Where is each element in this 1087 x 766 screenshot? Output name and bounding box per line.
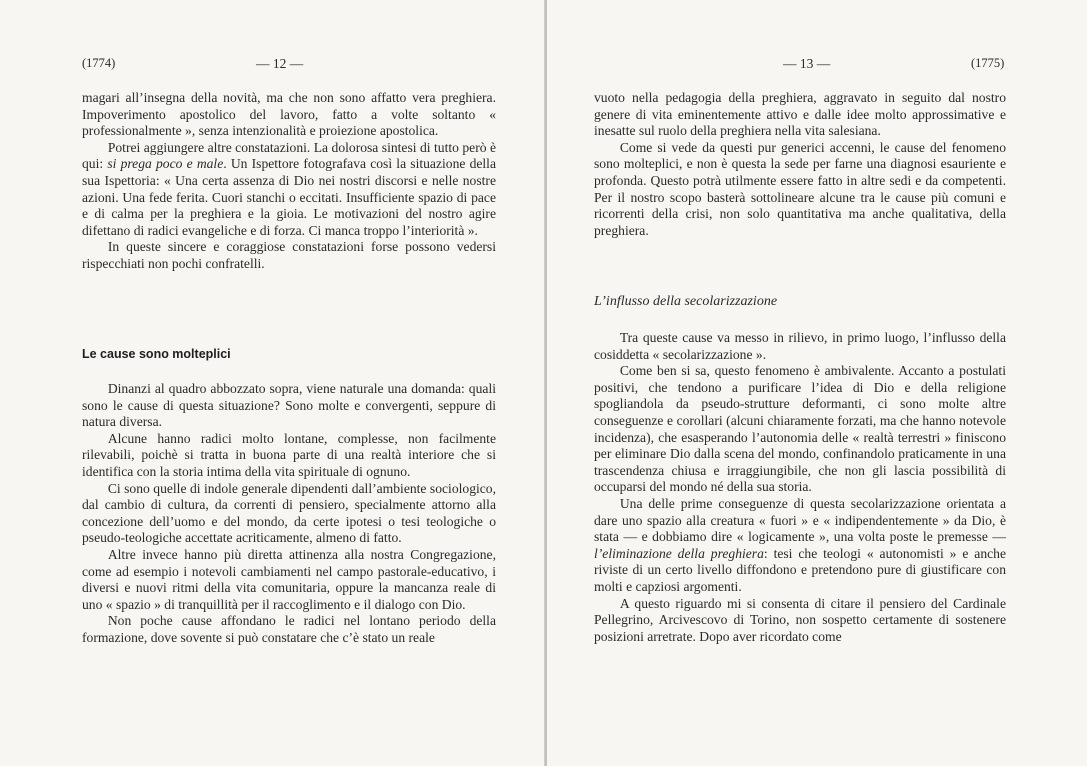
paragraph: In queste sincere e coraggiose constatazioni forse possono vedersi rispecchiati non pochi confratelli. [82, 239, 496, 271]
italic-text: l’eliminazione della preghiera [594, 545, 764, 561]
section-heading: L’influsso della secolarizzazione [594, 294, 778, 309]
paragraph: Altre invece hanno più diretta attinenza alla nostra Congregazione, come ad esempio i notevoli cambiamenti nel campo pastorale-educativo, i diversi e nuovi ritmi della vita comunitaria, oppure la mancanza reale di uno « spazio » di tranquillità per il raccoglimento e il dialogo con Dio. [82, 546, 496, 612]
right-page-code: (1775) [971, 56, 1005, 70]
left-text-block-1 [82, 90, 496, 273]
left-text-block-2 [82, 381, 496, 647]
right-text-block-2 [594, 330, 1006, 645]
right-text-block-1 [594, 90, 1006, 239]
right-page-number: — 13 — [783, 56, 831, 71]
text-run: Una delle prime conseguenze di questa secolarizzazione orientata a dare uno spazio alla creatura « fuori » e « indipendentemente » da Dio, è stata — e dobbiamo dire « logicamente », una volta poste le premesse — [594, 495, 1006, 545]
right-page [547, 0, 1087, 766]
paragraph: Alcune hanno radici molto lontane, complesse, non facilmente rilevabili, poichè si tratta in buona parte di una realtà interiore che si identifica con la storia intima della vita spirituale di ognuno. [82, 430, 496, 479]
paragraph: Dinanzi al quadro abbozzato sopra, viene naturale una domanda: quali sono le cause di questa situazione? Sono molte e convergenti, seppure di natura diversa. [82, 381, 496, 430]
left-page-code: (1774) [82, 56, 116, 70]
paragraph: Come ben si sa, questo fenomeno è ambivalente. Accanto a postulati positivi, che tendono a purificare l’idea di Dio e della religione spogliandola da pseudo-strutture deformanti, ci sono molte altre conseguenze e corollari (alcuni chiaramente forzati, ma che hanno notevole incidenza), che esasperando l’autonomia delle « realtà terrestri » finiscono per eliminare Dio dalla scena del mondo, confinandolo praticamente in una trascendenza chiusa e irraggiungibile, che non gli lascia possibilità di occuparsi del mondo né della sua storia. [594, 363, 1006, 495]
text-run: : tesi che teologi « autonomisti » e anche riviste di un certo livello diffondono e pretendono pure di giustificare con molti e capziosi argomenti. [594, 545, 1006, 594]
text-run: Potrei aggiungere altre constatazioni. La dolorosa sintesi di tutto però è qui: [82, 139, 496, 172]
paragraph: Non poche cause affondano le radici nel lontano periodo della formazione, dove sovente si può constatare che c’è stato un reale [82, 613, 496, 645]
paragraph: Ci sono quelle di indole generale dipendenti dall’ambiente sociologico, dal cambio di cultura, da correnti di pensiero, specialmente attorno alla concezione dell’uomo e del mondo, da certe ipotesi o tesi teologiche o pseudo-teologiche accettate acriticamente, almeno di fatto. [82, 480, 496, 546]
left-page-number: — 12 — [256, 56, 304, 71]
italic-text: si prega poco e male [107, 156, 224, 172]
text-run: . Un Ispettore fotografava così la situazione della sua Ispettoria: « Una certa assenza di Dio nei nostri discorsi e nelle nostre azioni. Una fede ferita. Cuori stanchi o eccitati. Insufficiente spazio di pace e di calma per la preghiera e la gioia. Le motivazioni del nostro agire difettano di radici evangeliche e di forza. Ci manca troppo l’interiorità ». [82, 156, 496, 238]
paragraph: magari all’insegna della novità, ma che non sono affatto vera preghiera. Impoverimento apostolico del lavoro, fatto a volte soltanto « professionalmente », senza intenzionalità e proiezione apostolica. [82, 90, 496, 139]
paragraph: A questo riguardo mi si consenta di citare il pensiero del Cardinale Pellegrino, Arcivescovo di Torino, non sospetto certamente di sostenere posizioni arretrate. Dopo aver ricordato come [594, 595, 1006, 644]
paragraph [82, 140, 496, 240]
paragraph [594, 496, 1006, 596]
paragraph: vuoto nella pedagogia della preghiera, aggravato in seguito dal nostro genere di vita eminentemente attivo e dalle idee molto approssimative e inesatte sul ruolo della preghiera nella vita salesiana. [594, 90, 1006, 139]
paragraph: Tra queste cause va messo in rilievo, in primo luogo, l’influsso della cosiddetta « secolarizzazione ». [594, 330, 1006, 362]
section-heading: Le cause sono molteplici [82, 347, 231, 361]
paragraph: Come si vede da questi pur generici accenni, le cause del fenomeno sono molteplici, e non è questa la sede per farne una diagnosi esauriente e profonda. Questo potrà utilmente essere fatto in altre sedi e da competenti. Per il nostro scopo basterà sottolineare alcune tra le cause più comuni e ricorrenti della crisi, non solo quantitativa ma anche qualitativa, della preghiera. [594, 139, 1006, 238]
